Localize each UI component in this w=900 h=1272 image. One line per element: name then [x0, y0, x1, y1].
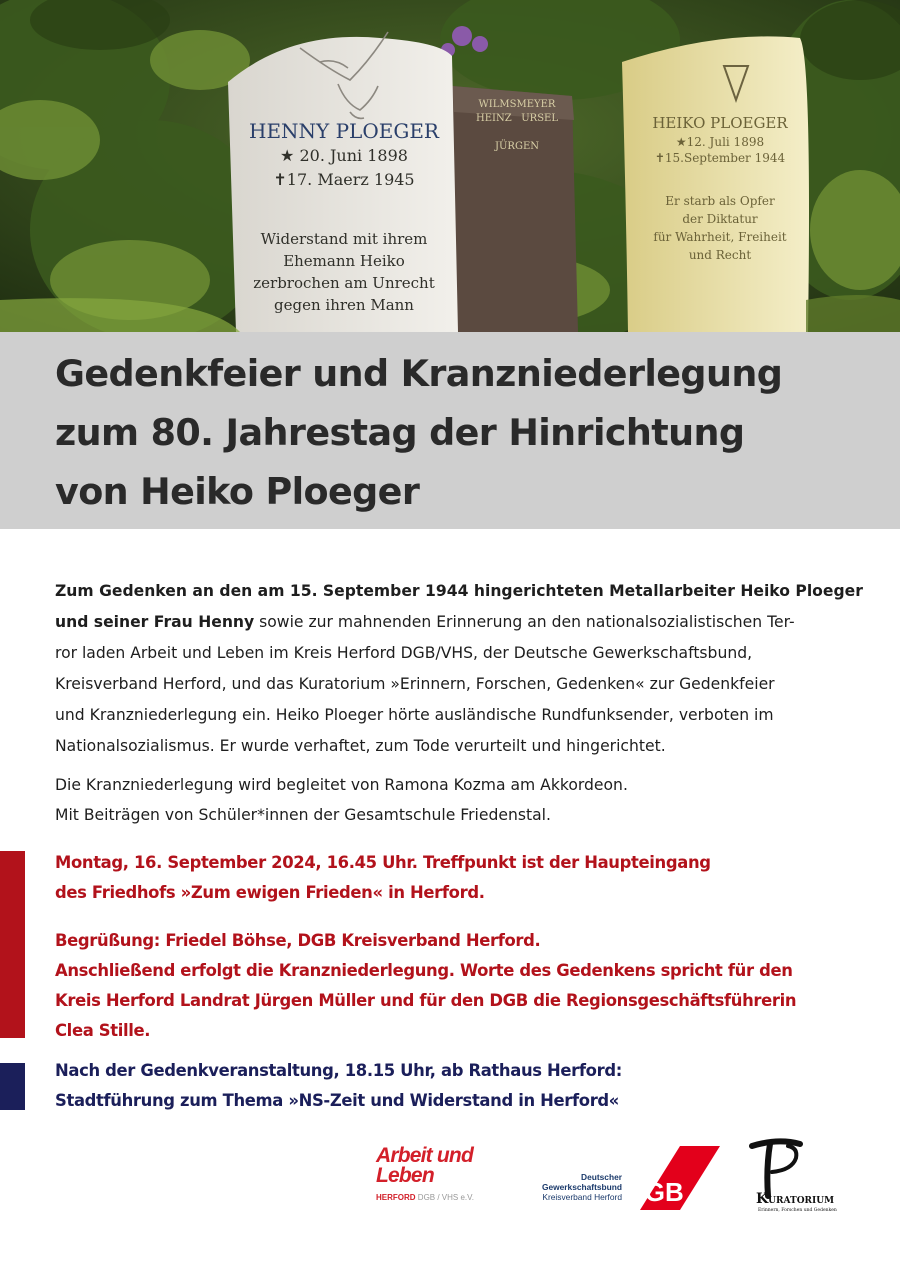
dgb-logo-mark: DGB: [626, 1177, 684, 1207]
arbeit-logo-sub-strong: HERFORD: [376, 1193, 416, 1202]
arbeit-logo-line-2: Leben: [376, 1164, 434, 1187]
program-paragraph: [55, 926, 845, 1046]
event-paragraph: [55, 848, 845, 908]
intro-line-2: sowie zur mahnenden Erinnerung an den nationalsozialistischen Ter-: [254, 613, 795, 631]
tour-paragraph: [55, 1056, 845, 1116]
right-gravestone-born: ★12. Juli 1898: [675, 135, 765, 149]
middle-gravestone-name-1: HEINZ: [476, 113, 512, 124]
intro-line-5: und Kranzniederlegung ein. Heiko Ploeger hörte ausländische Rundfunksender, verboten im: [55, 706, 774, 724]
right-gravestone: [640, 112, 800, 264]
intro-line-2-bold: und seiner Frau Henny: [55, 613, 255, 631]
arbeit-logo-line-1: Arbeit und: [376, 1144, 473, 1167]
right-gravestone-epitaph-1: Er starb als Opfer: [665, 194, 775, 208]
arbeit-logo-sub: DGB / VHS e.V.: [415, 1193, 474, 1202]
gravestone-photo: [0, 0, 900, 332]
tour-line-2: Stadtführung zum Thema »NS-Zeit und Widerstand in Herford«: [55, 1091, 620, 1110]
dgb-logo-line-1: Deutscher: [581, 1172, 622, 1182]
dgb-logo-line-2: Gewerkschaftsbund: [541, 1182, 622, 1192]
music-line-2: Mit Beiträgen von Schüler*innen der Gesamtschule Friedenstal.: [55, 806, 551, 824]
arbeit-und-leben-logo: [376, 1146, 506, 1205]
program-line-2: Anschließend erfolgt die Kranzniederlegung. Worte des Gedenkens spricht für den: [55, 961, 793, 980]
dgb-logo-line-3: Kreisverband Herford: [542, 1192, 622, 1202]
right-gravestone-epitaph-3: für Wahrheit, Freiheit: [653, 230, 787, 244]
intro-line-1: Zum Gedenken an den am 15. September 1944 hingerichteten Metallarbeiter Heiko Ploeger: [55, 582, 863, 600]
title-line-2: zum 80. Jahrestag der Hinrichtung: [55, 411, 745, 454]
kuratorium-logo: [742, 1138, 848, 1218]
left-gravestone-died: ✝17. Maerz 1945: [273, 170, 415, 189]
middle-gravestone-name: WILMSMEYER: [478, 99, 556, 110]
left-gravestone-name: HENNY PLOEGER: [249, 119, 439, 143]
music-line-1: Die Kranzniederlegung wird begleitet von Ramona Kozma am Akkordeon.: [55, 776, 628, 794]
left-gravestone-born: ★ 20. Juni 1898: [280, 146, 408, 165]
red-accent-bar: [0, 851, 25, 1038]
title-line-3: von Heiko Ploeger: [55, 470, 420, 513]
title-line-1: Gedenkfeier und Kranzniederlegung: [55, 352, 783, 395]
left-gravestone-epitaph-2: Ehemann Heiko: [283, 252, 405, 270]
right-gravestone-epitaph-4: und Recht: [688, 248, 752, 262]
left-gravestone: [236, 118, 452, 316]
middle-gravestone: [462, 98, 572, 154]
intro-line-6: Nationalsozialismus. Er wurde verhaftet, zum Tode verurteilt und hingerichtet.: [55, 737, 666, 755]
left-gravestone-epitaph-1: Widerstand mit ihrem: [260, 230, 428, 248]
left-gravestone-epitaph-4: gegen ihren Mann: [274, 296, 414, 314]
kuratorium-name: URATORIUM: [768, 1196, 835, 1206]
intro-line-4: Kreisverband Herford, und das Kuratorium »Erinnern, Forschen, Gedenken« zur Gedenkfeier: [55, 675, 775, 693]
middle-gravestone-name-3: JÜRGEN: [494, 141, 539, 152]
program-line-3: Kreis Herford Landrat Jürgen Müller und für den DGB die Regionsgeschäftsführerin: [55, 991, 797, 1010]
middle-gravestone-name-2: URSEL: [521, 113, 558, 124]
program-line-4: Clea Stille.: [55, 1021, 151, 1040]
intro-line-3: ror laden Arbeit und Leben im Kreis Herford DGB/VHS, der Deutsche Gewerkschaftsbund,: [55, 644, 753, 662]
page-title: [55, 344, 782, 521]
right-gravestone-died: ✝15.September 1944: [654, 151, 786, 165]
right-gravestone-epitaph-2: der Diktatur: [682, 212, 758, 226]
navy-accent-bar: [0, 1063, 25, 1110]
dgb-logo: [520, 1146, 720, 1210]
intro-paragraph: [55, 576, 863, 762]
program-line-1: Begrüßung: Friedel Böhse, DGB Kreisverband Herford.: [55, 931, 541, 950]
tour-line-1: Nach der Gedenkveranstaltung, 18.15 Uhr, ab Rathaus Herford:: [55, 1061, 622, 1080]
left-gravestone-epitaph-3: zerbrochen am Unrecht: [253, 274, 435, 292]
music-paragraph: [55, 770, 845, 830]
event-line-2: des Friedhofs »Zum ewigen Frieden« in Herford.: [55, 883, 485, 902]
event-line-1: Montag, 16. September 2024, 16.45 Uhr. Treffpunkt ist der Haupteingang: [55, 853, 711, 872]
right-gravestone-name: HEIKO PLOEGER: [652, 114, 788, 132]
kuratorium-initial: K: [756, 1191, 769, 1207]
kuratorium-subtitle: Erinnern, Forschen und Gedenken: [758, 1208, 837, 1213]
